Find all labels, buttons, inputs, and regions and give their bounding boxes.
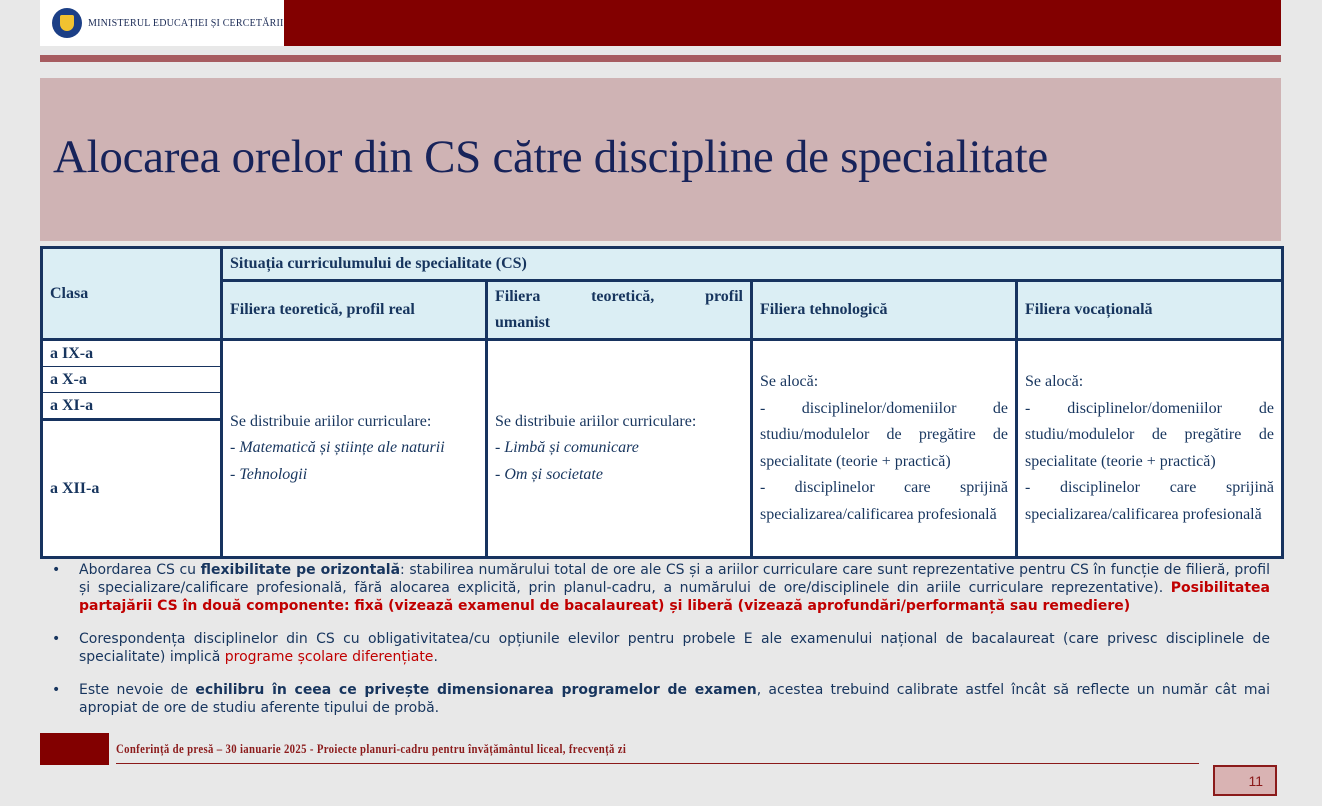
cell-vocationala — [1017, 340, 1283, 558]
cell-umanist — [487, 340, 752, 558]
romanian-coat-of-arms-icon — [52, 8, 82, 38]
uman-item-2: - Om și societate — [495, 465, 603, 483]
header-filiera-tehnologica: Filiera tehnologică — [752, 281, 1017, 340]
ministry-name: MINISTERUL EDUCAȚIEI ȘI CERCETĂRII — [88, 17, 284, 29]
note-corespondenta — [50, 630, 1270, 666]
voc-item-1: - disciplinelor/domeniilor de studiu/modulelor de pregătire de specialitate (teorie + practică) — [1025, 399, 1275, 470]
header-filiera-umanist — [487, 281, 752, 340]
header-umanist-line1: Filiera teoretică, profil — [495, 288, 743, 305]
ministry-logo — [40, 0, 284, 46]
class-ix: a IX-a — [42, 340, 222, 367]
header-divider — [40, 55, 1281, 62]
header-filiera-vocationala: Filiera vocațională — [1017, 281, 1283, 340]
tehno-intro: Se alocă: — [760, 373, 819, 390]
header-umanist-line2: umanist — [495, 314, 551, 331]
uman-intro: Se distribuie ariilor curriculare: — [495, 412, 697, 430]
header-situatia-cs: Situația curriculumului de specialitate (CS) — [222, 248, 1283, 281]
cs-allocation-table — [40, 246, 1284, 559]
cell-real — [222, 340, 487, 558]
note2-end: . — [433, 649, 438, 665]
real-item-2: - Tehnologii — [230, 465, 308, 483]
header-bar — [284, 0, 1281, 46]
tehno-item-2: - disciplinelor care sprijină specializarea/calificarea profesională — [760, 479, 1008, 523]
note-echilibru — [50, 681, 1270, 717]
footer-accent — [40, 733, 109, 765]
note1-highlight: Posibilitatea partajării CS în două componente: fixă (vizează examenul de bacalaureat) și liberă (vizează aprofundări/performanță sau remediere) — [79, 580, 1270, 614]
class-xi: a XI-a — [42, 393, 222, 420]
note-flexibilitate — [50, 561, 1270, 615]
note1-lead: Abordarea CS cu — [79, 562, 201, 578]
note2-text: Corespondența disciplinelor din CS cu obligativitatea/cu opțiunile elevilor pentru probele E ale examenului național de bacalaureat (care privesc disciplinele de specialitate) implică — [79, 631, 1270, 665]
class-x: a X-a — [42, 367, 222, 393]
note3-lead: Este nevoie de — [79, 682, 196, 698]
header-clasa: Clasa — [42, 248, 222, 340]
notes-list — [50, 561, 1270, 717]
cell-tehnologica — [752, 340, 1017, 558]
footer-caption: Conferință de presă – 30 ianuarie 2025 - Proiecte planuri-cadru pentru învățământul liceal, frecvență zi — [116, 742, 627, 756]
real-item-1: - Matematică și științe ale naturii — [230, 439, 445, 457]
note1-bold: flexibilitate pe orizontală — [200, 562, 401, 578]
note1-text: : stabilirea numărului total de ore ale CS și a ariilor curriculare care sunt reprezentative pentru CS în funcție de filieră, profil și specializare/calificare profesională, fără alocarea explicită, prin planul-cadru, a numărului de ore/disciplinele din ariile curriculare reprezentative). — [79, 562, 1270, 596]
class-xii: a XII-a — [42, 420, 222, 558]
note3-bold: echilibru în ceea ce privește dimensionarea programelor de examen — [195, 682, 757, 698]
real-intro: Se distribuie ariilor curriculare: — [230, 412, 432, 430]
note2-highlight: programe școlare diferențiate — [224, 649, 434, 665]
note3-text: , acestea trebuind calibrate astfel încât să reflecte un număr cât mai apropiat de ore de studiu aferente tipului de probă. — [79, 682, 1270, 716]
voc-intro: Se alocă: — [1025, 373, 1084, 390]
voc-item-2: - disciplinelor care sprijină specializarea/calificarea profesională — [1025, 479, 1275, 523]
header-filiera-real: Filiera teoretică, profil real — [222, 281, 487, 340]
page-number: 11 — [1213, 765, 1277, 796]
uman-item-1: - Limbă și comunicare — [495, 439, 639, 457]
footer-rule — [116, 763, 1199, 764]
tehno-item-1: - disciplinelor/domeniilor de studiu/modulelor de pregătire de specialitate (teorie + practică) — [760, 399, 1008, 470]
slide-title: Alocarea orelor din CS către discipline de specialitate — [53, 131, 1048, 183]
